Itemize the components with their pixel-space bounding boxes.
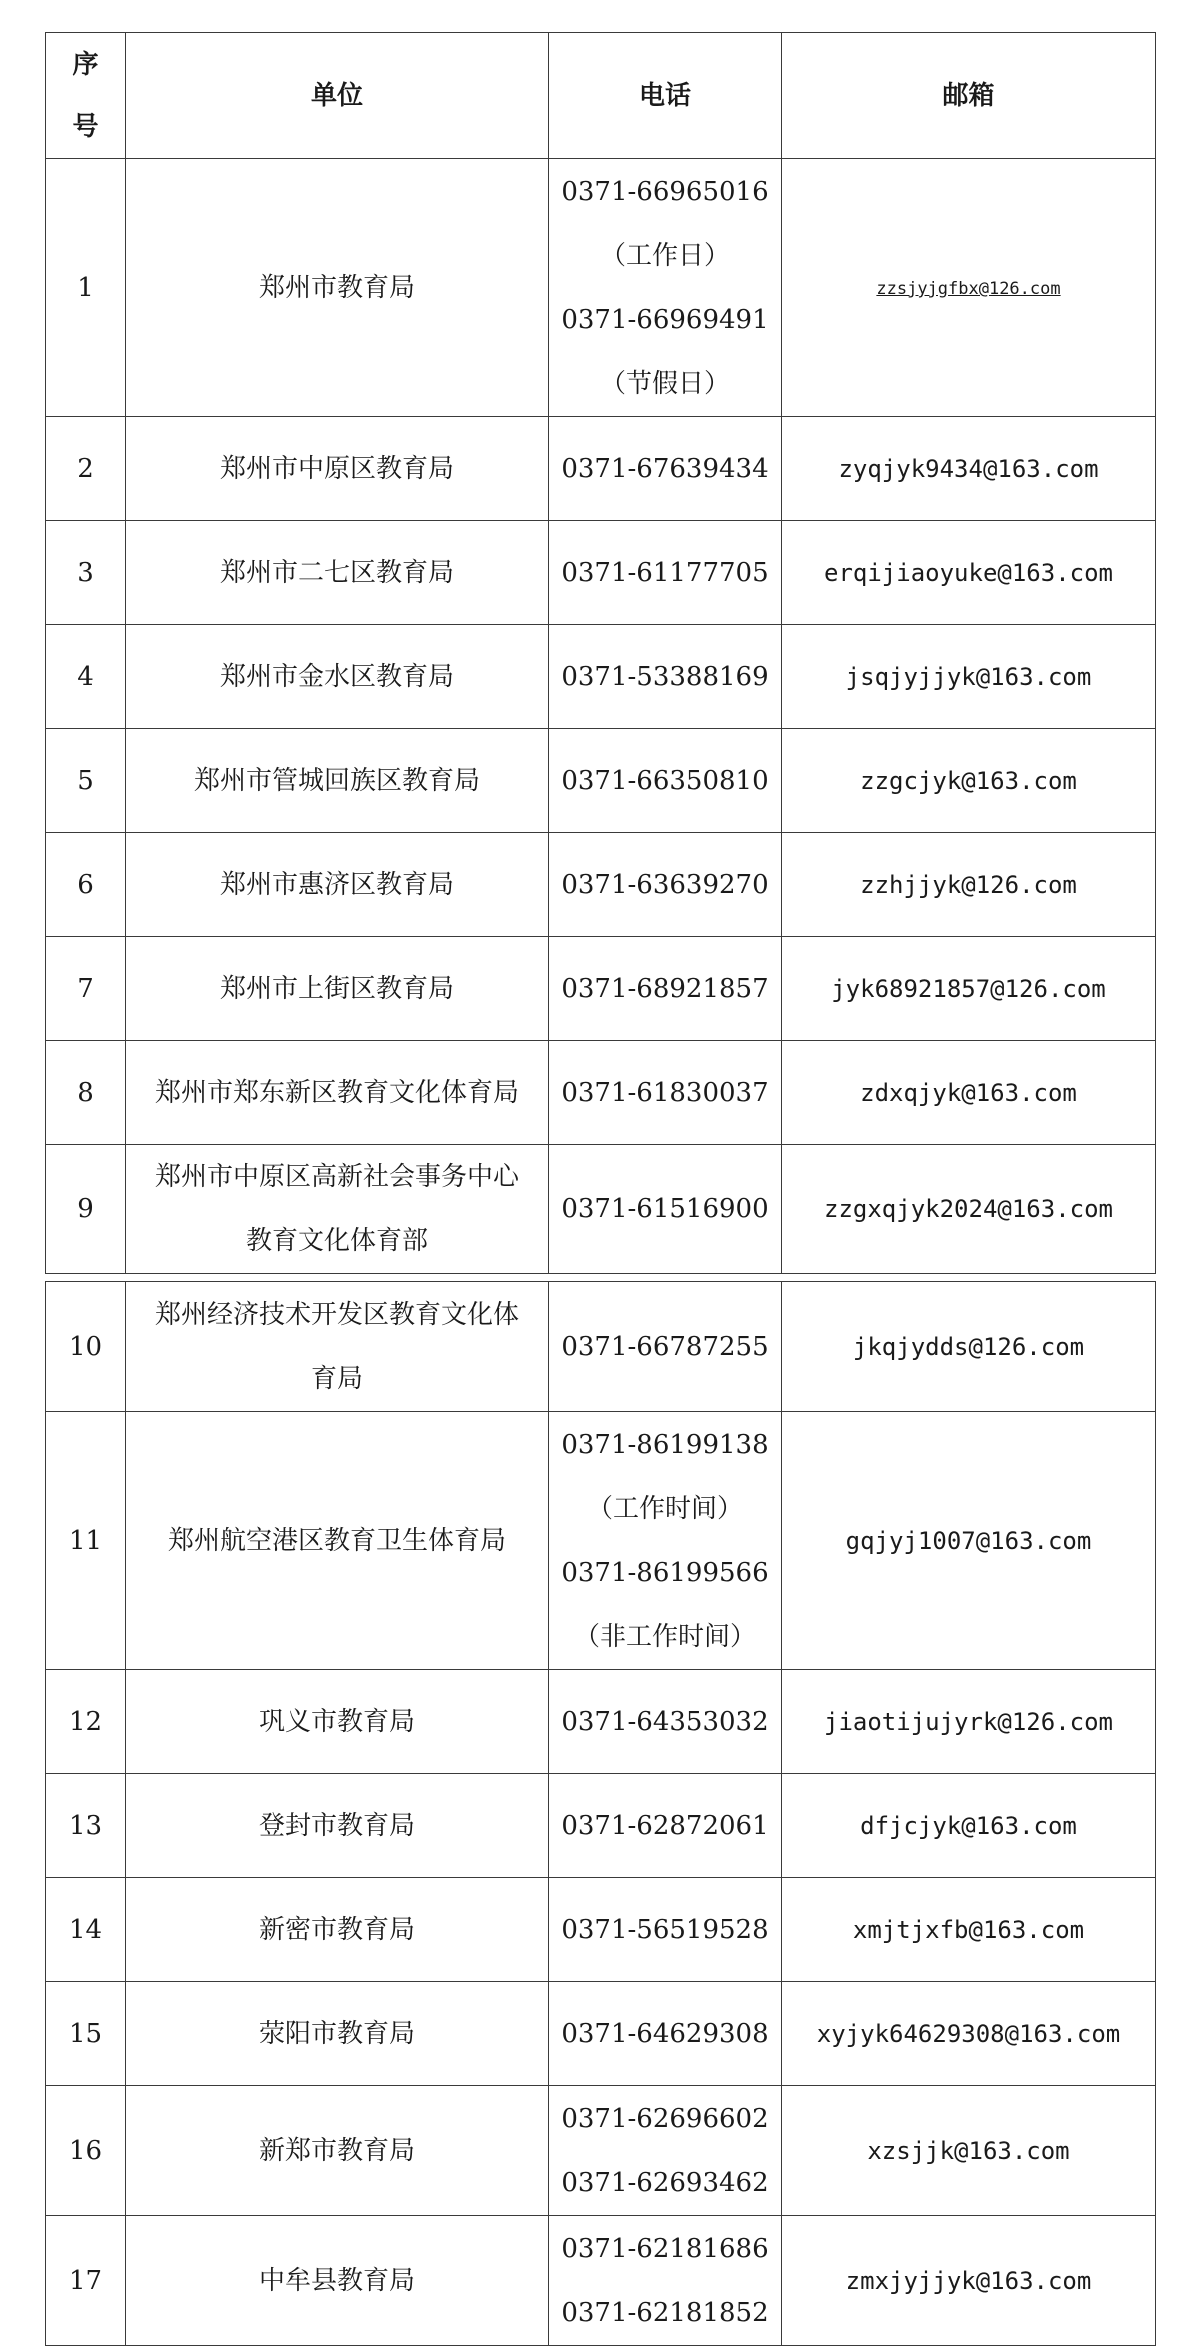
table-row xyxy=(46,521,1156,625)
row-index: 17 xyxy=(46,2216,126,2346)
row-unit: 郑州市金水区教育局 xyxy=(126,625,549,729)
table-row xyxy=(46,1670,1156,1774)
header-index xyxy=(46,33,126,159)
header-unit: 单位 xyxy=(126,33,549,159)
phone-number: 0371-62181686 xyxy=(561,2233,769,2264)
row-index: 11 xyxy=(46,1412,126,1670)
unit-line: 郑州经济技术开发区教育文化体 xyxy=(154,1299,519,1330)
email-link[interactable]: zzsjyjgfbx@126.com xyxy=(876,279,1061,299)
row-index: 14 xyxy=(46,1878,126,1982)
row-email: zzhjjyk@126.com xyxy=(782,833,1156,937)
phone-note: （非工作时间） xyxy=(573,1621,756,1652)
row-phone: 0371-63639270 xyxy=(549,833,782,937)
row-email: jsqjyjjyk@163.com xyxy=(782,625,1156,729)
row-phone: 0371-64629308 xyxy=(549,1982,782,2086)
table-row xyxy=(46,833,1156,937)
row-unit xyxy=(126,1282,549,1412)
row-email: zyqjyk9434@163.com xyxy=(782,417,1156,521)
table-row xyxy=(46,1878,1156,1982)
phone-number: 0371-86199566 xyxy=(561,1557,769,1588)
row-phone: 0371-64353032 xyxy=(549,1670,782,1774)
row-phone: 0371-56519528 xyxy=(549,1878,782,1982)
row-phone: 0371-67639434 xyxy=(549,417,782,521)
row-phone: 0371-66350810 xyxy=(549,729,782,833)
row-phone xyxy=(549,159,782,417)
table-row xyxy=(46,729,1156,833)
row-email: jyk68921857@126.com xyxy=(782,937,1156,1041)
table-row xyxy=(46,1041,1156,1145)
unit-line: 育局 xyxy=(310,1363,363,1394)
row-index: 1 xyxy=(46,159,126,417)
row-email: zzgcjyk@163.com xyxy=(782,729,1156,833)
table-row xyxy=(46,2086,1156,2216)
row-unit: 荥阳市教育局 xyxy=(126,1982,549,2086)
row-index: 10 xyxy=(46,1282,126,1412)
row-index: 2 xyxy=(46,417,126,521)
phone-note: （工作日） xyxy=(599,240,730,271)
table-row xyxy=(46,2216,1156,2346)
header-phone: 电话 xyxy=(549,33,782,159)
row-unit: 郑州市管城回族区教育局 xyxy=(126,729,549,833)
row-email: jiaotijujyrk@126.com xyxy=(782,1670,1156,1774)
row-email: xzsjjk@163.com xyxy=(782,2086,1156,2216)
table-row xyxy=(46,1982,1156,2086)
table-row xyxy=(46,1145,1156,1274)
row-phone: 0371-61177705 xyxy=(549,521,782,625)
row-index: 16 xyxy=(46,2086,126,2216)
table-row xyxy=(46,1282,1156,1412)
row-phone: 0371-62872061 xyxy=(549,1774,782,1878)
row-index: 9 xyxy=(46,1145,126,1274)
row-email: xyjyk64629308@163.com xyxy=(782,1982,1156,2086)
row-index: 7 xyxy=(46,937,126,1041)
row-phone: 0371-66787255 xyxy=(549,1282,782,1412)
contact-table-part-1 xyxy=(45,32,1156,1274)
row-unit xyxy=(126,1145,549,1274)
row-email: zdxqjyk@163.com xyxy=(782,1041,1156,1145)
row-unit: 巩义市教育局 xyxy=(126,1670,549,1774)
row-unit: 新密市教育局 xyxy=(126,1878,549,1982)
table-row xyxy=(46,159,1156,417)
row-email: dfjcjyk@163.com xyxy=(782,1774,1156,1878)
row-unit: 郑州市二七区教育局 xyxy=(126,521,549,625)
header-index-line: 号 xyxy=(72,111,99,142)
row-index: 6 xyxy=(46,833,126,937)
row-email: gqjyj1007@163.com xyxy=(782,1412,1156,1670)
row-phone: 0371-61830037 xyxy=(549,1041,782,1145)
row-index: 5 xyxy=(46,729,126,833)
row-email: zmxjyjjyk@163.com xyxy=(782,2216,1156,2346)
row-phone: 0371-68921857 xyxy=(549,937,782,1041)
row-unit: 郑州航空港区教育卫生体育局 xyxy=(126,1412,549,1670)
row-email: erqijiaoyuke@163.com xyxy=(782,521,1156,625)
contact-table-part-2 xyxy=(45,1281,1156,2346)
phone-number: 0371-62693462 xyxy=(561,2167,769,2198)
phone-number: 0371-66969491 xyxy=(561,304,769,335)
table-row xyxy=(46,417,1156,521)
row-email xyxy=(782,159,1156,417)
row-phone: 0371-53388169 xyxy=(549,625,782,729)
row-unit: 中牟县教育局 xyxy=(126,2216,549,2346)
row-phone xyxy=(549,1412,782,1670)
phone-number: 0371-62696602 xyxy=(561,2103,769,2134)
row-unit: 新郑市教育局 xyxy=(126,2086,549,2216)
row-index: 4 xyxy=(46,625,126,729)
row-email: xmjtjxfb@163.com xyxy=(782,1878,1156,1982)
row-index: 12 xyxy=(46,1670,126,1774)
row-index: 15 xyxy=(46,1982,126,2086)
row-unit: 郑州市教育局 xyxy=(126,159,549,417)
phone-number: 0371-86199138 xyxy=(561,1429,769,1460)
phone-note: （工作时间） xyxy=(586,1493,743,1524)
row-email: zzgxqjyk2024@163.com xyxy=(782,1145,1156,1274)
header-email: 邮箱 xyxy=(782,33,1156,159)
header-index-line: 序 xyxy=(72,49,99,80)
row-phone: 0371-61516900 xyxy=(549,1145,782,1274)
table-row xyxy=(46,937,1156,1041)
row-unit: 郑州市惠济区教育局 xyxy=(126,833,549,937)
row-unit: 郑州市郑东新区教育文化体育局 xyxy=(126,1041,549,1145)
table-header-row xyxy=(46,33,1156,159)
unit-line: 教育文化体育部 xyxy=(245,1226,428,1256)
row-email: jkqjydds@126.com xyxy=(782,1282,1156,1412)
row-unit: 登封市教育局 xyxy=(126,1774,549,1878)
row-unit: 郑州市中原区教育局 xyxy=(126,417,549,521)
row-phone xyxy=(549,2086,782,2216)
row-index: 8 xyxy=(46,1041,126,1145)
table-row xyxy=(46,1412,1156,1670)
table-row xyxy=(46,1774,1156,1878)
row-unit: 郑州市上街区教育局 xyxy=(126,937,549,1041)
row-index: 3 xyxy=(46,521,126,625)
phone-number: 0371-62181852 xyxy=(561,2297,769,2328)
phone-note: （节假日） xyxy=(599,368,730,399)
phone-number: 0371-66965016 xyxy=(561,176,769,207)
row-index: 13 xyxy=(46,1774,126,1878)
unit-line: 郑州市中原区高新社会事务中心 xyxy=(154,1162,519,1192)
row-phone xyxy=(549,2216,782,2346)
table-row xyxy=(46,625,1156,729)
